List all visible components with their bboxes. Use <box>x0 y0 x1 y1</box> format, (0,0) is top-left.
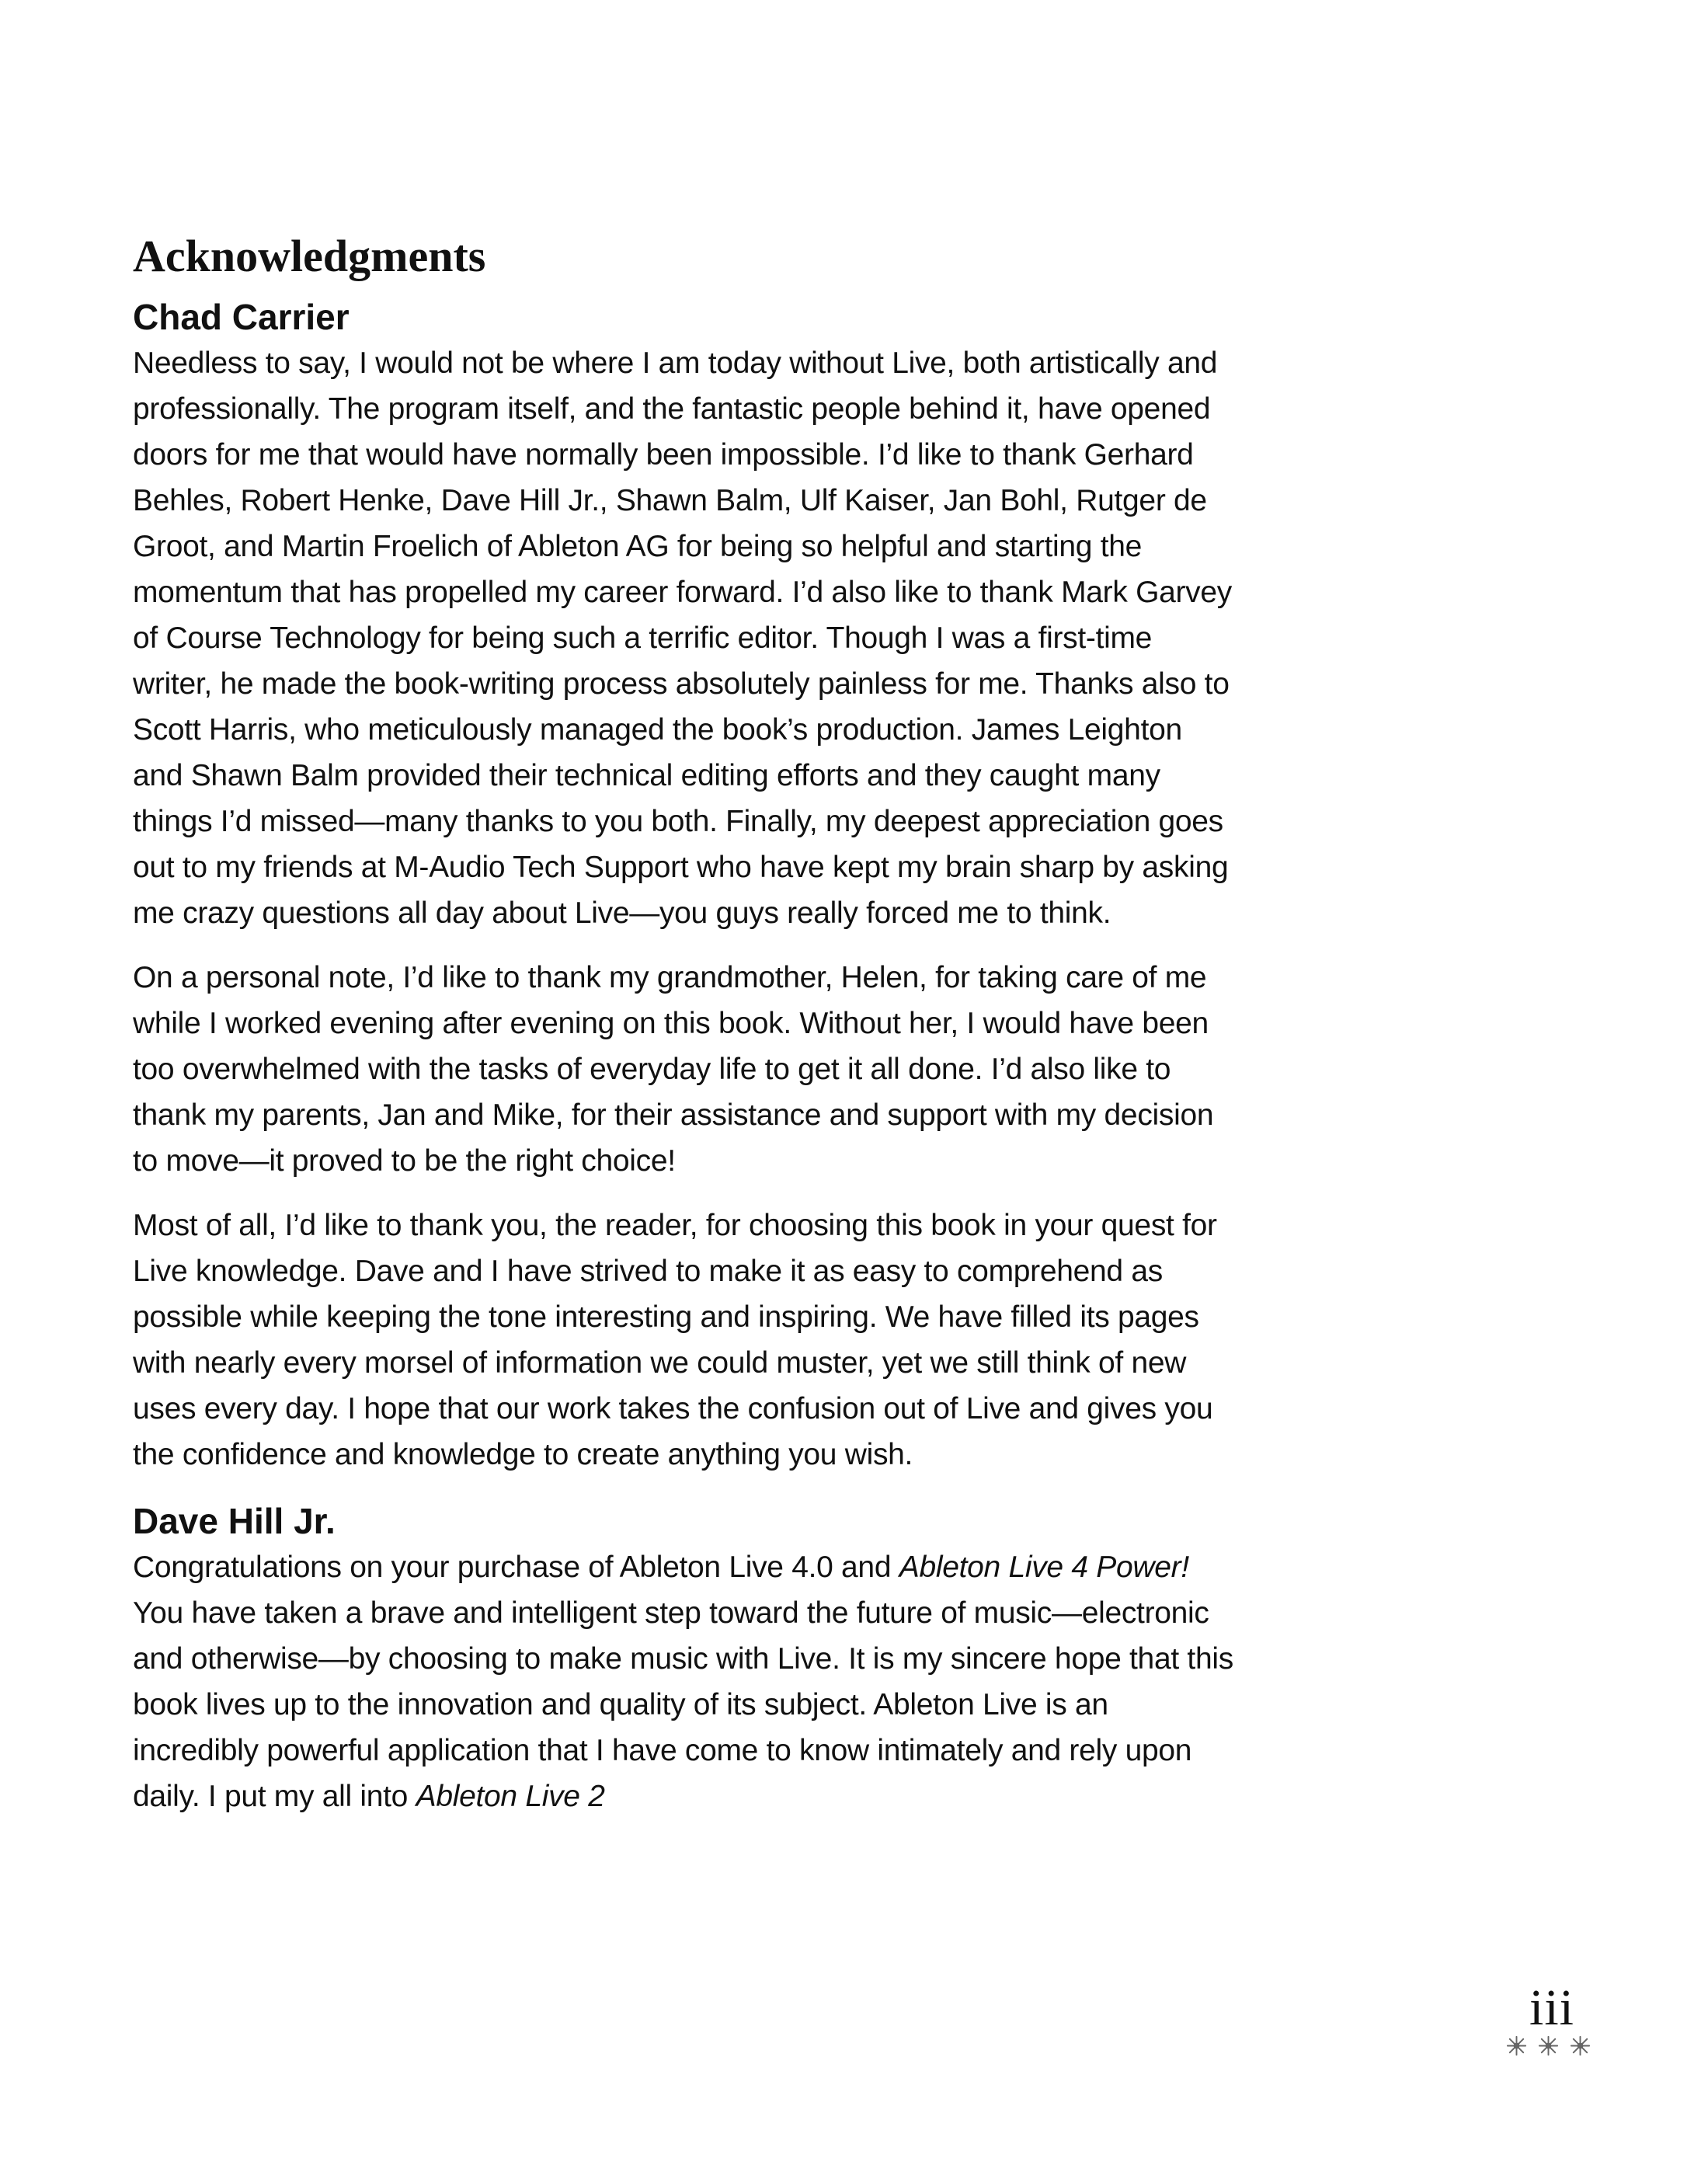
dave-paragraph-italic-1: Ableton Live 4 Power! <box>899 1551 1189 1585</box>
page-ornament <box>1505 2035 1591 2057</box>
flower-icon <box>1537 2035 1560 2057</box>
chad-paragraph-1: Needless to say, I would not be where I am today without Live, both artistically and professionally. The program itself, and the fantastic people behind it, have opened doors for me that would have normally been impossible. I’d like to thank Gerhard Behles, Robert Henke, Dave Hill Jr., Shawn Balm, Ulf Kaiser, Jan Bohl, Rutger de Groot, and Martin Froelich of Ableton AG for being so helpful and starting the momentum that has propelled my career forward. I’d also like to thank Mark Garvey of Course Technology for being such a terrific editor. Though I was a first-time writer, he made the book-writing process absolutely painless for me. Thanks also to Scott Harris, who meticulously managed the book’s production. James Leighton and Shawn Balm provided their technical editing efforts and they caught many things I’d missed—many thanks to you both. Finally, my deepest appreciation goes out to my friends at M-Audio Tech Support who have kept my brain sharp by asking me crazy questions all day about Live—you guys really forced me to think. <box>133 346 1232 930</box>
page-number: iii <box>1529 1979 1574 2036</box>
page-content <box>133 231 1236 1819</box>
page-title: Acknowledgments <box>133 231 486 281</box>
section-heading-dave-hill: Dave Hill Jr. <box>133 1500 336 1541</box>
dave-paragraph-part-1: Congratulations on your purchase of Ableton Live 4.0 and <box>133 1551 899 1585</box>
section-heading-chad-carrier: Chad Carrier <box>133 296 350 337</box>
chad-paragraph-2: On a personal note, I’d like to thank my grandmother, Helen, for taking care of me while I worked evening after evening on this book. Without her, I would have been too overwhelmed with the tasks of everyday life to get it all done. I’d also like to thank my parents, Jan and Mike, for their assistance and support with my decision to move—it proved to be the right choice! <box>133 960 1214 1178</box>
dave-paragraph <box>133 1544 1236 1819</box>
dave-paragraph-italic-2: Ableton Live 2 <box>416 1780 605 1814</box>
flower-icon <box>1505 2035 1528 2057</box>
flower-icon <box>1569 2035 1591 2057</box>
dave-paragraph-part-2: You have taken a brave and intelligent step toward the future of music—electronic and otherwise—by choosing to make music with Live. It is my sincere hope that this book lives up to the innovation and quality of its subject. Ableton Live is an incredibly powerful application that I have come to know intimately and rely upon daily. I put my all into <box>133 1596 1233 1814</box>
chad-paragraph-3: Most of all, I’d like to thank you, the reader, for choosing this book in your quest for Live knowledge. Dave and I have strived to make it as easy to comprehend as possible while keeping the tone interesting and inspiring. We have filled its pages with nearly every morsel of information we could muster, yet we still think of new uses every day. I hope that our work takes the confusion out of Live and gives you the confidence and knowledge to create anything you wish. <box>133 1208 1217 1471</box>
